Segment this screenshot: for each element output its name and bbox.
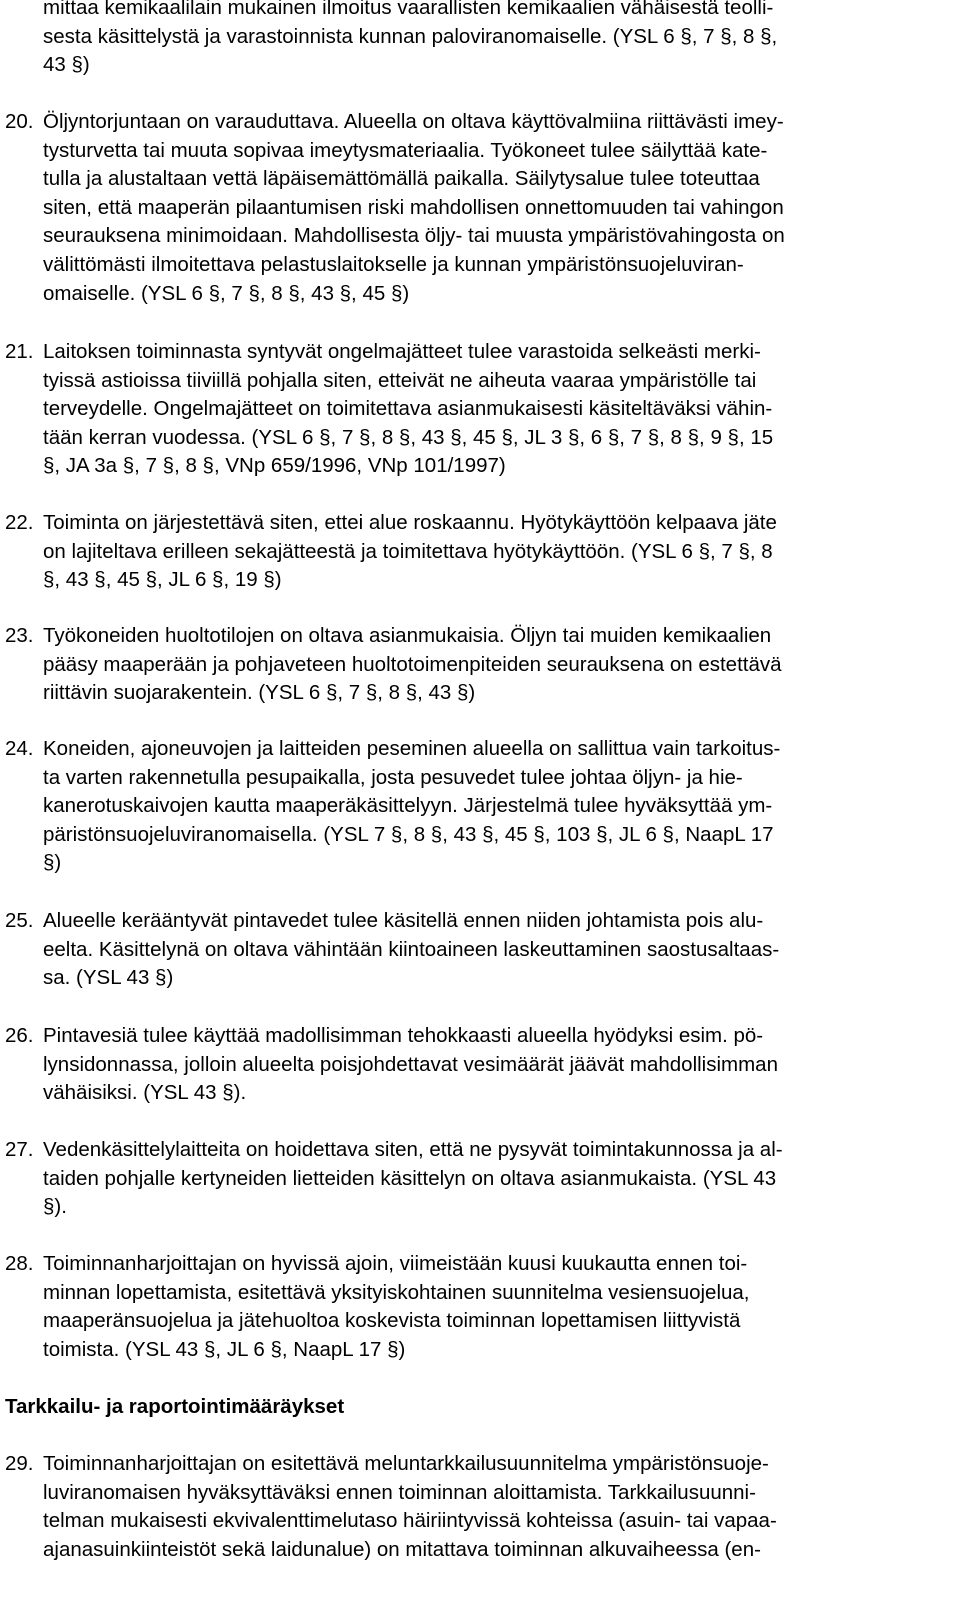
intro-paragraph [43, 0, 943, 80]
text-line: vähäisiksi. (YSL 43 §). [43, 1081, 247, 1105]
text-line: päristönsuojeluviranomaisella. (YSL 7 §, 8 §, 43 §, 45 §, 103 §, JL 6 §, NaapL 17 [43, 822, 774, 846]
item-number: 20. [5, 110, 34, 133]
item-number: 26. [5, 1024, 34, 1047]
item-number: 24. [5, 737, 34, 760]
text-line: lynsidonnassa, jolloin alueelta poisjohdettavat vesimäärät jäävät mahdollisimman [43, 1052, 778, 1076]
section-heading: Tarkkailu- ja raportointimääräykset [5, 1395, 345, 1418]
item-number: 22. [5, 511, 34, 534]
item-text [43, 338, 945, 481]
regulation-item-20 [5, 108, 945, 308]
text-line: välittömästi ilmoitettava pelastuslaitokselle ja kunnan ympäristönsuojeluviran- [43, 252, 744, 276]
regulation-item-29 [5, 1450, 945, 1564]
item-text [43, 735, 945, 878]
item-text [43, 108, 945, 308]
text-line: kanerotuskaivojen kautta maaperäkäsittelyyn. Järjestelmä tulee hyväksyttää ym- [43, 794, 773, 818]
regulation-item-28 [5, 1250, 945, 1364]
item-number: 29. [5, 1452, 34, 1475]
item-number: 25. [5, 909, 34, 932]
regulation-item-23 [5, 622, 945, 708]
text-line: tään kerran vuodessa. (YSL 6 §, 7 §, 8 §, 43 §, 45 §, JL 3 §, 6 §, 7 §, 8 §, 9 §, 15 [43, 425, 774, 449]
text-line: Öljyntorjuntaan on varauduttava. Alueella on oltava käyttövalmiina riittävästi imey- [43, 110, 784, 133]
item-text [43, 907, 945, 993]
text-line: ajanasuinkiinteistöt sekä laidunalue) on mitattava toiminnan alkuvaiheessa (en- [43, 1537, 761, 1561]
text-line: telman mukaisesti ekvivalenttimelutaso häiriintyvissä kohteissa (asuin- tai vapaa- [43, 1509, 777, 1533]
text-line: omaiselle. (YSL 6 §, 7 §, 8 §, 43 §, 45 §) [43, 281, 410, 305]
item-text [43, 1450, 945, 1564]
item-text [43, 1136, 945, 1222]
text-line: Toiminnanharjoittajan on hyvissä ajoin, viimeistään kuusi kuukautta ennen toi- [43, 1252, 748, 1275]
text-line: on lajiteltava erilleen sekajätteestä ja toimitettava hyötykäyttöön. (YSL 6 §, 7 §, 8 [43, 539, 773, 563]
text-line: tyissä astioissa tiiviillä pohjalla siten, etteivät ne aiheuta vaaraa ympäristölle tai [43, 368, 757, 392]
text-line: Toiminta on järjestettävä siten, ettei alue roskaannu. Hyötykäyttöön kelpaava jäte [43, 511, 777, 534]
text-line: maaperänsuojelua ja jätehuoltoa koskevista toiminnan lopettamisen liittyvistä [43, 1309, 741, 1333]
text-line: Alueelle kerääntyvät pintavedet tulee käsitellä ennen niiden johtamista pois alu- [43, 909, 764, 932]
text-line: ta varten rakennetulla pesupaikalla, josta pesuvedet tulee johtaa öljyn- ja hie- [43, 765, 743, 789]
text-line: terveydelle. Ongelmajätteet on toimitettava asianmukaisesti käsiteltäväksi vähin- [43, 397, 773, 421]
text-line: Toiminnanharjoittajan on esitettävä meluntarkkailusuunnitelma ympäristönsuoje- [43, 1452, 769, 1475]
text-line: §). [43, 1195, 67, 1219]
item-text [43, 622, 945, 708]
text-line: Pintavesiä tulee käyttää madollisimman tehokkaasti alueella hyödyksi esim. pö- [43, 1024, 764, 1047]
text-line: eelta. Käsittelynä on oltava vähintään kiintoaineen laskeuttaminen saostusaltaas- [43, 937, 780, 961]
text-line: §, JA 3a §, 7 §, 8 §, VNp 659/1996, VNp 101/1997) [43, 454, 506, 478]
text-line: riittävin suojarakentein. (YSL 6 §, 7 §, 8 §, 43 §) [43, 681, 476, 705]
text-line: sa. (YSL 43 §) [43, 966, 174, 990]
item-number: 23. [5, 624, 34, 647]
text-line: Työkoneiden huoltotilojen on oltava asianmukaisia. Öljyn tai muiden kemikaalien [43, 624, 772, 647]
item-text [43, 1022, 945, 1108]
text-line: pääsy maaperään ja pohjaveteen huoltotoimenpiteiden seurauksena on estettävä [43, 652, 782, 676]
text-line: toimista. (YSL 43 §, JL 6 §, NaapL 17 §) [43, 1337, 406, 1361]
text-line: seurauksena minimoidaan. Mahdollisesta öljy- tai muusta ympäristövahingosta on [43, 224, 785, 248]
text-line: 43 §) [43, 53, 90, 77]
text-line: sesta käsittelystä ja varastoinnista kunnan paloviranomaiselle. (YSL 6 §, 7 §, 8 §, [43, 24, 778, 48]
item-text [43, 1250, 945, 1364]
text-line: luviranomaisen hyväksyttäväksi ennen toiminnan aloittamista. Tarkkailusuunni- [43, 1480, 756, 1504]
text-line: Koneiden, ajoneuvojen ja laitteiden peseminen alueella on sallittua vain tarkoitus- [43, 737, 781, 760]
text-line: Laitoksen toiminnasta syntyvät ongelmajätteet tulee varastoida selkeästi merki- [43, 340, 761, 363]
text-line: mittaa kemikaalilain mukainen ilmoitus vaarallisten kemikaalien vähäisestä teolli- [43, 0, 774, 19]
text-line: §, 43 §, 45 §, JL 6 §, 19 §) [43, 568, 282, 592]
item-number: 27. [5, 1138, 34, 1161]
regulation-item-25 [5, 907, 945, 993]
text-line: Vedenkäsittelylaitteita on hoidettava siten, että ne pysyvät toimintakunnossa ja al- [43, 1138, 783, 1161]
text-line: minnan lopettamista, esitettävä yksityiskohtainen suunnitelma vesiensuojelua, [43, 1280, 750, 1304]
text-line: siten, että maaperän pilaantumisen riski mahdollisen onnettomuuden tai vahingon [43, 195, 784, 219]
regulation-item-22 [5, 509, 945, 595]
text-line: tulla ja alustaltaan vettä läpäisemättömällä paikalla. Säilytysalue tulee toteuttaa [43, 167, 760, 191]
item-number: 21. [5, 340, 34, 363]
regulation-item-27 [5, 1136, 945, 1222]
item-number: 28. [5, 1252, 34, 1275]
text-line: §) [43, 851, 62, 875]
item-text [43, 509, 945, 595]
text-line: taiden pohjalle kertyneiden lietteiden käsittelyn on oltava asianmukaista. (YSL 43 [43, 1166, 777, 1190]
regulation-item-24 [5, 735, 945, 878]
regulation-item-21 [5, 338, 945, 481]
text-line: tysturvetta tai muuta sopivaa imeytysmateriaalia. Työkoneet tulee säilyttää kate- [43, 138, 768, 162]
regulation-item-26 [5, 1022, 945, 1108]
